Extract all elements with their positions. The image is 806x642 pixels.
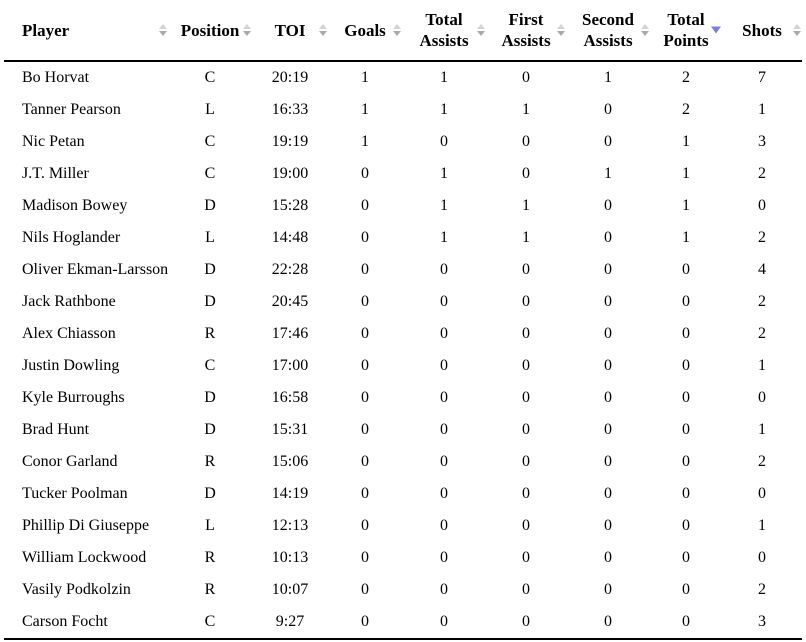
sort-arrows-icon	[319, 24, 327, 36]
cell-toi: 20:45	[271, 293, 309, 310]
cell-total-assists: 0	[440, 133, 448, 150]
column-label: Assists	[501, 31, 551, 50]
sort-down-icon	[393, 31, 401, 36]
cell-position: R	[204, 549, 216, 566]
cell-goals: 0	[361, 517, 369, 534]
cell-shots: 2	[758, 293, 766, 310]
cell-toi: 9:27	[275, 613, 305, 630]
cell-shots: 2	[758, 229, 766, 246]
cell-player: Phillip Di Giuseppe	[22, 517, 150, 534]
cell-player: Nils Hoglander	[22, 229, 121, 246]
cell-position: C	[204, 69, 216, 86]
table-row	[4, 382, 802, 414]
column-header-shots[interactable]	[722, 0, 802, 61]
column-label: Second	[582, 10, 634, 29]
cell-goals: 0	[361, 549, 369, 566]
cell-player: Conor Garland	[22, 453, 118, 470]
cell-player: Vasily Podkolzin	[22, 581, 131, 598]
cell-second-assists: 0	[604, 581, 612, 598]
sort-down-icon	[243, 31, 251, 36]
cell-total-points: 0	[682, 581, 690, 598]
cell-total-assists: 0	[440, 453, 448, 470]
sort-up-icon	[319, 24, 327, 29]
cell-position: D	[204, 293, 216, 310]
table-row	[4, 61, 802, 94]
table-row	[4, 606, 802, 639]
table-header-row	[4, 0, 802, 61]
cell-total-assists: 0	[440, 325, 448, 342]
table-row	[4, 254, 802, 286]
cell-goals: 0	[361, 261, 369, 278]
cell-total-assists: 0	[440, 581, 448, 598]
cell-first-assists: 0	[522, 261, 530, 278]
cell-first-assists: 1	[522, 101, 530, 118]
column-label: Assists	[583, 31, 633, 50]
cell-first-assists: 0	[522, 165, 530, 182]
cell-toi: 17:00	[271, 357, 309, 374]
cell-toi: 10:07	[271, 581, 309, 598]
table-row	[4, 446, 802, 478]
sort-down-icon	[793, 31, 801, 36]
cell-second-assists: 0	[604, 133, 612, 150]
sort-up-icon	[641, 24, 649, 29]
sort-up-icon	[393, 24, 401, 29]
cell-toi: 22:28	[271, 261, 309, 278]
cell-player: Nic Petan	[22, 133, 85, 150]
cell-goals: 1	[361, 133, 369, 150]
cell-position: L	[205, 517, 215, 534]
cell-first-assists: 0	[522, 485, 530, 502]
column-header-first-assists[interactable]	[486, 0, 566, 61]
cell-second-assists: 0	[604, 453, 612, 470]
cell-second-assists: 0	[604, 549, 612, 566]
cell-total-assists: 0	[440, 485, 448, 502]
cell-position: R	[204, 581, 216, 598]
column-header-goals[interactable]	[328, 0, 402, 61]
cell-total-points: 0	[682, 389, 690, 406]
cell-second-assists: 0	[604, 261, 612, 278]
sort-down-icon	[159, 31, 167, 36]
cell-player: Tucker Poolman	[22, 485, 128, 502]
cell-second-assists: 0	[604, 229, 612, 246]
cell-shots: 0	[758, 389, 766, 406]
cell-second-assists: 0	[604, 421, 612, 438]
cell-toi: 15:28	[271, 197, 309, 214]
sort-up-icon	[793, 24, 801, 29]
cell-total-points: 1	[682, 165, 690, 182]
cell-first-assists: 0	[522, 613, 530, 630]
cell-toi: 20:19	[271, 69, 309, 86]
sort-arrows-icon	[393, 24, 401, 36]
cell-first-assists: 1	[522, 197, 530, 214]
cell-player: Kyle Burroughs	[22, 389, 125, 406]
cell-total-points: 0	[682, 325, 690, 342]
column-header-second-assists[interactable]	[566, 0, 650, 61]
column-label: Points	[663, 31, 709, 50]
cell-player: Bo Horvat	[22, 69, 90, 86]
cell-toi: 19:00	[271, 165, 309, 182]
cell-second-assists: 0	[604, 293, 612, 310]
table-row	[4, 414, 802, 446]
sort-up-icon	[243, 24, 251, 29]
table-row	[4, 190, 802, 222]
cell-total-points: 0	[682, 357, 690, 374]
cell-second-assists: 0	[604, 485, 612, 502]
cell-total-points: 0	[682, 549, 690, 566]
cell-shots: 0	[758, 549, 766, 566]
player-stats-table	[4, 0, 802, 640]
cell-position: R	[204, 453, 216, 470]
cell-goals: 0	[361, 421, 369, 438]
sort-arrows-icon	[793, 24, 801, 36]
column-label: Total	[667, 10, 705, 29]
column-header-player[interactable]	[4, 0, 168, 61]
cell-first-assists: 0	[522, 133, 530, 150]
cell-goals: 0	[361, 357, 369, 374]
cell-toi: 16:58	[271, 389, 309, 406]
column-label: Shots	[742, 20, 782, 40]
cell-shots: 2	[758, 453, 766, 470]
cell-total-points: 0	[682, 421, 690, 438]
column-header-position[interactable]	[168, 0, 252, 61]
column-label: First	[508, 10, 544, 29]
cell-player: Brad Hunt	[22, 421, 90, 438]
cell-second-assists: 0	[604, 101, 612, 118]
column-header-total-points[interactable]	[650, 0, 722, 61]
cell-position: L	[205, 101, 215, 118]
cell-first-assists: 0	[522, 325, 530, 342]
column-label: TOI	[274, 20, 306, 40]
cell-total-assists: 0	[440, 421, 448, 438]
cell-toi: 14:19	[271, 485, 309, 502]
column-label: Goals	[344, 20, 386, 40]
cell-first-assists: 0	[522, 69, 530, 86]
cell-position: D	[204, 421, 216, 438]
cell-total-points: 0	[682, 485, 690, 502]
cell-total-points: 1	[682, 229, 690, 246]
cell-position: C	[204, 165, 216, 182]
cell-position: D	[204, 485, 216, 502]
table-row	[4, 318, 802, 350]
sort-desc-icon	[711, 27, 721, 34]
cell-first-assists: 0	[522, 517, 530, 534]
cell-toi: 16:33	[271, 101, 309, 118]
cell-total-points: 2	[682, 69, 690, 86]
cell-first-assists: 0	[522, 421, 530, 438]
cell-toi: 17:46	[271, 325, 309, 342]
sort-up-icon	[477, 24, 485, 29]
cell-total-assists: 0	[440, 389, 448, 406]
cell-goals: 0	[361, 453, 369, 470]
cell-player: Madison Bowey	[22, 197, 128, 214]
cell-first-assists: 0	[522, 453, 530, 470]
cell-second-assists: 0	[604, 517, 612, 534]
cell-position: C	[204, 133, 216, 150]
cell-total-assists: 1	[440, 229, 448, 246]
cell-goals: 0	[361, 229, 369, 246]
cell-shots: 3	[758, 133, 766, 150]
cell-second-assists: 0	[604, 325, 612, 342]
sort-down-icon	[641, 31, 649, 36]
column-label: Total	[425, 10, 463, 29]
sort-arrows-icon	[557, 24, 565, 36]
cell-position: D	[204, 389, 216, 406]
cell-toi: 15:31	[271, 421, 309, 438]
cell-first-assists: 0	[522, 389, 530, 406]
cell-shots: 1	[758, 101, 766, 118]
table-row	[4, 94, 802, 126]
cell-first-assists: 1	[522, 229, 530, 246]
table-row	[4, 510, 802, 542]
table-row	[4, 158, 802, 190]
sort-arrows-icon	[243, 24, 251, 36]
cell-total-assists: 1	[440, 69, 448, 86]
cell-player: William Lockwood	[22, 549, 147, 566]
cell-shots: 1	[758, 517, 766, 534]
sort-down-icon	[319, 31, 327, 36]
column-header-total-assists[interactable]	[402, 0, 486, 61]
cell-total-points: 2	[682, 101, 690, 118]
column-label: Player	[22, 20, 70, 40]
cell-player: Tanner Pearson	[22, 101, 121, 118]
cell-player: Carson Focht	[22, 613, 108, 630]
sort-down-icon	[557, 31, 565, 36]
cell-total-assists: 0	[440, 293, 448, 310]
cell-total-assists: 1	[440, 101, 448, 118]
cell-toi: 10:13	[271, 549, 309, 566]
cell-player: Jack Rathbone	[22, 293, 116, 310]
table-row	[4, 222, 802, 254]
cell-total-points: 0	[682, 517, 690, 534]
table-body	[4, 61, 802, 639]
cell-shots: 2	[758, 165, 766, 182]
cell-shots: 1	[758, 357, 766, 374]
cell-second-assists: 0	[604, 613, 612, 630]
cell-goals: 1	[361, 69, 369, 86]
sort-arrows-icon	[711, 27, 721, 34]
cell-shots: 2	[758, 581, 766, 598]
cell-player: Justin Dowling	[22, 357, 120, 374]
cell-second-assists: 0	[604, 357, 612, 374]
cell-position: C	[204, 357, 216, 374]
cell-position: L	[205, 229, 215, 246]
cell-player: Oliver Ekman-Larsson	[22, 261, 169, 278]
column-label: Assists	[419, 31, 469, 50]
cell-position: R	[204, 325, 216, 342]
cell-shots: 7	[758, 69, 766, 86]
cell-total-assists: 1	[440, 165, 448, 182]
cell-position: C	[204, 613, 216, 630]
table-row	[4, 350, 802, 382]
cell-total-assists: 0	[440, 357, 448, 374]
cell-player: J.T. Miller	[22, 165, 89, 182]
cell-total-points: 1	[682, 133, 690, 150]
cell-shots: 0	[758, 197, 766, 214]
cell-position: D	[204, 261, 216, 278]
cell-goals: 1	[361, 101, 369, 118]
cell-total-assists: 0	[440, 261, 448, 278]
cell-goals: 0	[361, 389, 369, 406]
cell-shots: 2	[758, 325, 766, 342]
cell-goals: 0	[361, 581, 369, 598]
cell-total-points: 0	[682, 261, 690, 278]
table-row	[4, 574, 802, 606]
cell-second-assists: 0	[604, 389, 612, 406]
cell-first-assists: 0	[522, 293, 530, 310]
cell-second-assists: 1	[604, 69, 612, 86]
cell-goals: 0	[361, 293, 369, 310]
table-row	[4, 286, 802, 318]
cell-goals: 0	[361, 197, 369, 214]
cell-total-points: 0	[682, 613, 690, 630]
column-header-toi[interactable]	[252, 0, 328, 61]
sort-arrows-icon	[159, 24, 167, 36]
sort-up-icon	[159, 24, 167, 29]
table-row	[4, 478, 802, 510]
cell-shots: 1	[758, 421, 766, 438]
table-row	[4, 126, 802, 158]
cell-first-assists: 0	[522, 549, 530, 566]
cell-second-assists: 1	[604, 165, 612, 182]
cell-toi: 19:19	[271, 133, 309, 150]
cell-goals: 0	[361, 165, 369, 182]
cell-shots: 3	[758, 613, 766, 630]
sort-arrows-icon	[641, 24, 649, 36]
sort-arrows-icon	[477, 24, 485, 36]
cell-second-assists: 0	[604, 197, 612, 214]
cell-total-assists: 1	[440, 197, 448, 214]
sort-down-icon	[477, 31, 485, 36]
cell-first-assists: 0	[522, 357, 530, 374]
cell-total-assists: 0	[440, 517, 448, 534]
cell-goals: 0	[361, 613, 369, 630]
cell-shots: 4	[758, 261, 766, 278]
cell-total-points: 1	[682, 197, 690, 214]
cell-goals: 0	[361, 325, 369, 342]
cell-total-points: 0	[682, 453, 690, 470]
cell-player: Alex Chiasson	[22, 325, 116, 342]
cell-total-assists: 0	[440, 549, 448, 566]
cell-toi: 15:06	[271, 453, 309, 470]
cell-goals: 0	[361, 485, 369, 502]
cell-toi: 14:48	[271, 229, 309, 246]
cell-shots: 0	[758, 485, 766, 502]
cell-total-assists: 0	[440, 613, 448, 630]
column-label: Position	[180, 20, 240, 40]
cell-first-assists: 0	[522, 581, 530, 598]
table-row	[4, 542, 802, 574]
cell-total-points: 0	[682, 293, 690, 310]
sort-up-icon	[557, 24, 565, 29]
cell-toi: 12:13	[271, 517, 309, 534]
cell-position: D	[204, 197, 216, 214]
